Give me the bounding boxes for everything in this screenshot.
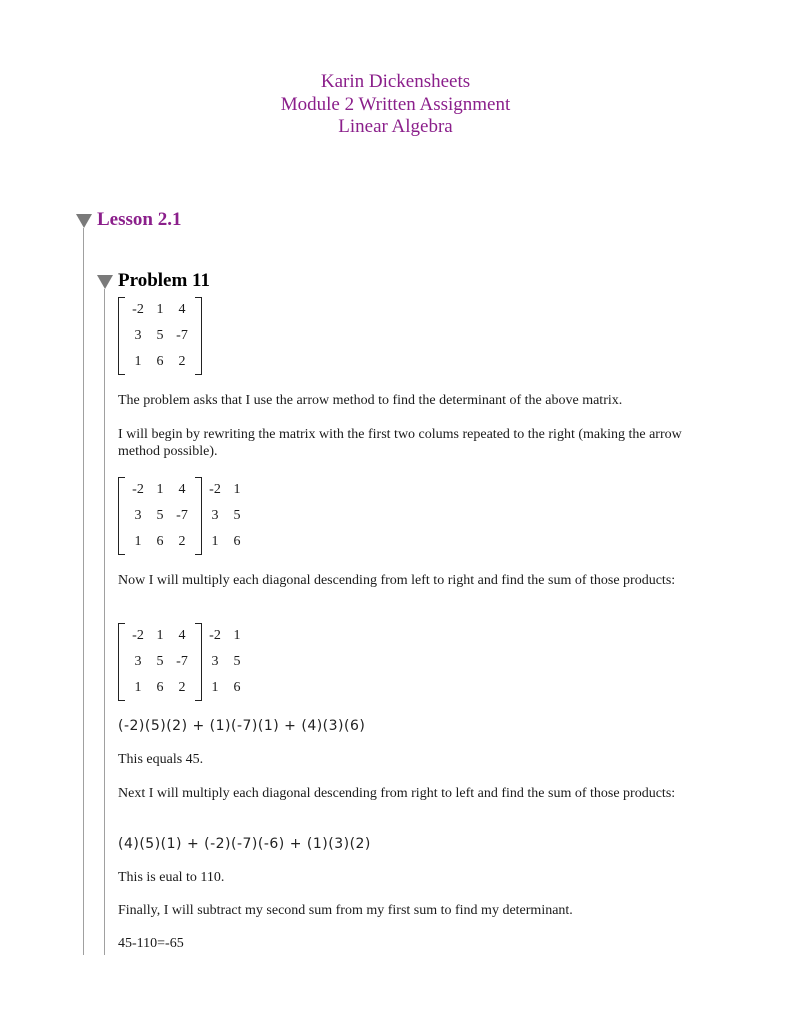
matrix-cell: -7 bbox=[176, 654, 188, 669]
paragraph: The problem asks that I use the arrow method to find the determinant of the above matrix. bbox=[118, 393, 623, 408]
matrix-cell: 1 bbox=[156, 482, 164, 497]
matrix-cell: 1 bbox=[134, 680, 142, 695]
matrix-right-bracket bbox=[195, 297, 202, 375]
matrix-cell: 5 bbox=[156, 328, 164, 343]
author-name: Karin Dickensheets bbox=[320, 71, 471, 92]
augmented-cell: -2 bbox=[209, 482, 221, 497]
expression-left-diagonals: (-2)(5)(2) + (1)(-7)(1) + (4)(3)(6) bbox=[118, 718, 366, 734]
matrix-cell: -2 bbox=[132, 302, 144, 317]
augmented-cell: 6 bbox=[233, 680, 241, 695]
matrix-cell: 4 bbox=[178, 628, 186, 643]
matrix-left-bracket bbox=[118, 297, 125, 375]
matrix-cell: 1 bbox=[156, 628, 164, 643]
augmented-cell: 5 bbox=[233, 654, 241, 669]
matrix-cell: 6 bbox=[156, 354, 164, 369]
problem-title: Problem 11 bbox=[118, 270, 211, 291]
problem-collapse-triangle-icon[interactable] bbox=[97, 275, 113, 289]
matrix-cell: 4 bbox=[178, 482, 186, 497]
matrix-right-bracket bbox=[195, 477, 202, 555]
matrix-cell: 5 bbox=[156, 654, 164, 669]
augmented-cell: 1 bbox=[233, 628, 241, 643]
matrix-cell: -7 bbox=[176, 328, 188, 343]
lesson-collapse-triangle-icon[interactable] bbox=[76, 214, 92, 228]
matrix-cell: 5 bbox=[156, 508, 164, 523]
matrix-cell: -2 bbox=[132, 628, 144, 643]
paragraph: This equals 45. bbox=[118, 752, 204, 767]
matrix-cell: 1 bbox=[134, 534, 142, 549]
matrix-cell: 4 bbox=[178, 302, 186, 317]
matrix-original bbox=[118, 297, 202, 375]
paragraph: Now I will multiply each diagonal descending from left to right and find the sum of those products: bbox=[118, 573, 676, 588]
augmented-cell: 3 bbox=[211, 654, 219, 669]
course-title: Linear Algebra bbox=[338, 116, 453, 137]
problem-section-bracket bbox=[104, 289, 105, 955]
paragraph: This is eual to 110. bbox=[118, 870, 225, 885]
matrix-cell: 6 bbox=[156, 680, 164, 695]
lesson-title: Lesson 2.1 bbox=[97, 209, 182, 230]
augmented-cell: 1 bbox=[211, 534, 219, 549]
assignment-title: Module 2 Written Assignment bbox=[280, 93, 511, 115]
matrix-left-bracket bbox=[118, 477, 125, 555]
augmented-cell: 6 bbox=[233, 534, 241, 549]
matrix-cell: 2 bbox=[178, 354, 186, 369]
matrix-cell: 6 bbox=[156, 534, 164, 549]
paragraph: I will begin by rewriting the matrix with the first two colums repeated to the right (making the arrow method possible). bbox=[118, 427, 682, 459]
matrix-cell: 3 bbox=[134, 508, 142, 523]
matrix-right-bracket bbox=[195, 623, 202, 701]
matrix-cell: 3 bbox=[134, 654, 142, 669]
paragraph: Next I will multiply each diagonal descending from right to left and find the sum of those products: bbox=[118, 786, 676, 801]
matrix-cell: 3 bbox=[134, 328, 142, 343]
augmented-cell: -2 bbox=[209, 628, 221, 643]
expression-right-diagonals: (4)(5)(1) + (-2)(-7)(-6) + (1)(3)(2) bbox=[118, 836, 371, 852]
paragraph: Finally, I will subtract my second sum from my first sum to find my determinant. bbox=[118, 903, 573, 918]
matrix-cell: 2 bbox=[178, 680, 186, 695]
matrix-cell: -7 bbox=[176, 508, 188, 523]
augmented-cell: 1 bbox=[211, 680, 219, 695]
augmented-cell: 1 bbox=[233, 482, 241, 497]
lesson-section-bracket bbox=[83, 228, 84, 955]
matrix-cell: 1 bbox=[156, 302, 164, 317]
result: 45-110=-65 bbox=[118, 936, 184, 951]
document-header bbox=[0, 71, 791, 139]
augmented-matrix bbox=[118, 477, 248, 555]
augmented-cell: 5 bbox=[233, 508, 241, 523]
matrix-cell: 2 bbox=[178, 534, 186, 549]
augmented-matrix bbox=[118, 623, 248, 701]
matrix-left-bracket bbox=[118, 623, 125, 701]
augmented-cell: 3 bbox=[211, 508, 219, 523]
matrix-cell: -2 bbox=[132, 482, 144, 497]
matrix-cell: 1 bbox=[134, 354, 142, 369]
